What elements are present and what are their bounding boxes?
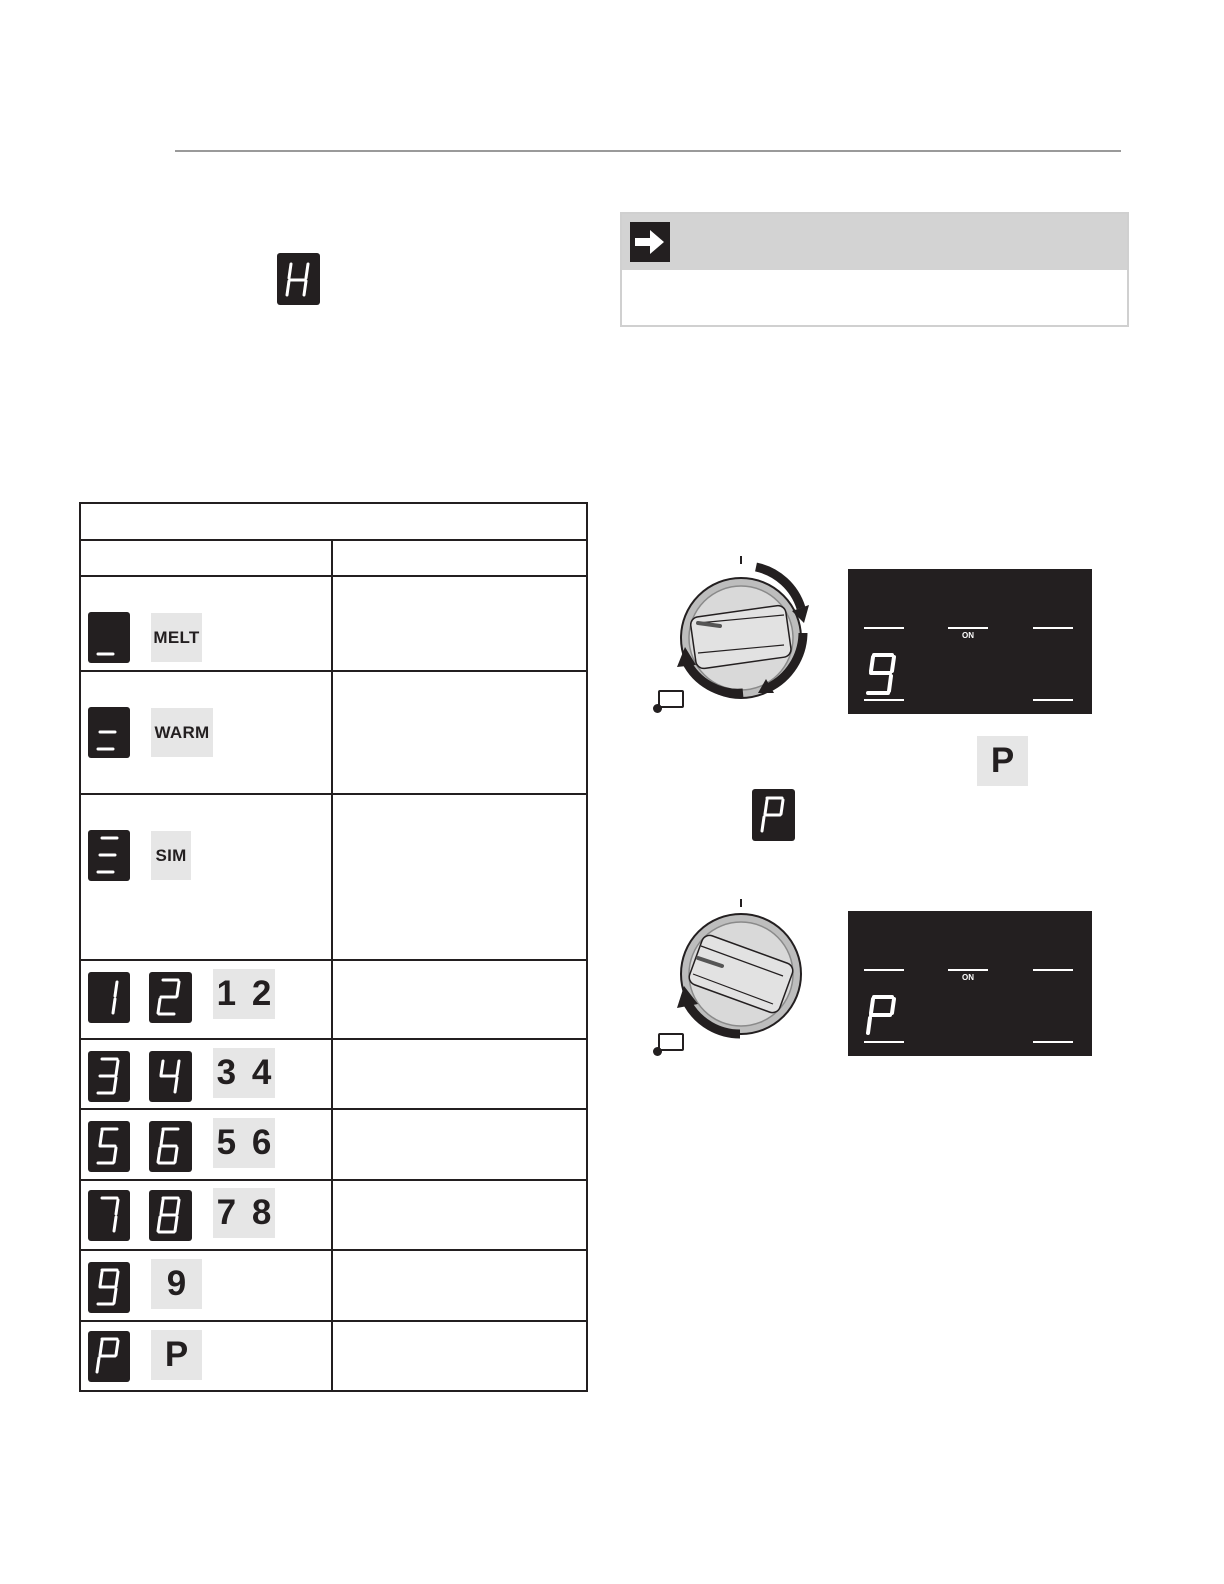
on-label: ON: [962, 631, 974, 640]
zone-indicator-bar: [864, 699, 904, 701]
key-1-2: 1 2: [213, 969, 275, 1019]
hot-surface-led-h: [277, 253, 320, 305]
zone-indicator-bar: [1033, 1041, 1073, 1043]
key-7-8: 7 8: [213, 1188, 275, 1238]
zone-indicator-bar: [948, 969, 988, 971]
zone-indicator-bar: [1033, 699, 1073, 701]
burner-location-icon: [658, 690, 684, 708]
rotation-arrow-icon: [668, 896, 814, 1046]
zone-indicator-bar: [864, 627, 904, 629]
display-digit-9: [864, 651, 904, 701]
led-digit-7: [88, 1190, 130, 1241]
led-warm: [88, 707, 130, 758]
zone-indicator-bar: [1033, 627, 1073, 629]
key-9: 9: [151, 1259, 202, 1309]
melt-key: MELT: [151, 613, 202, 662]
power-key-p: P: [977, 736, 1028, 786]
led-digit-3: [88, 1051, 130, 1102]
zone-indicator-bar: [864, 1041, 904, 1043]
zone-indicator-bar: [948, 627, 988, 629]
note-header: [622, 214, 1127, 270]
led-melt: [88, 612, 130, 663]
key-p: P: [151, 1330, 202, 1380]
arrow-right-icon: [630, 222, 670, 262]
display-digit-p: [864, 993, 904, 1043]
led-power-p-indicator: [752, 789, 795, 841]
rotation-arrow-icon: [668, 553, 814, 703]
burner-location-dot: [653, 704, 662, 713]
led-digit-1: [88, 972, 130, 1023]
zone-indicator-bar: [864, 969, 904, 971]
led-simmer: [88, 830, 130, 881]
burner-location-dot: [653, 1047, 662, 1056]
led-digit-6: [149, 1121, 192, 1172]
warm-key: WARM: [151, 708, 213, 757]
note-box: [620, 212, 1129, 327]
led-digit-8: [149, 1190, 192, 1241]
burner-location-icon: [658, 1033, 684, 1051]
led-power-p: [88, 1331, 130, 1382]
zone-indicator-bar: [1033, 969, 1073, 971]
on-label: ON: [962, 973, 974, 982]
led-digit-5: [88, 1121, 130, 1172]
led-digit-2: [149, 972, 192, 1023]
key-3-4: 3 4: [213, 1048, 275, 1098]
led-digit-9: [88, 1262, 130, 1313]
cooktop-display-panel: [848, 569, 1092, 714]
table-column-divider: [331, 539, 333, 1390]
sim-key: SIM: [151, 831, 191, 880]
led-digit-4: [149, 1051, 192, 1102]
cooktop-display-panel: [848, 911, 1092, 1056]
header-rule: [175, 150, 1121, 152]
key-5-6: 5 6: [213, 1118, 275, 1168]
